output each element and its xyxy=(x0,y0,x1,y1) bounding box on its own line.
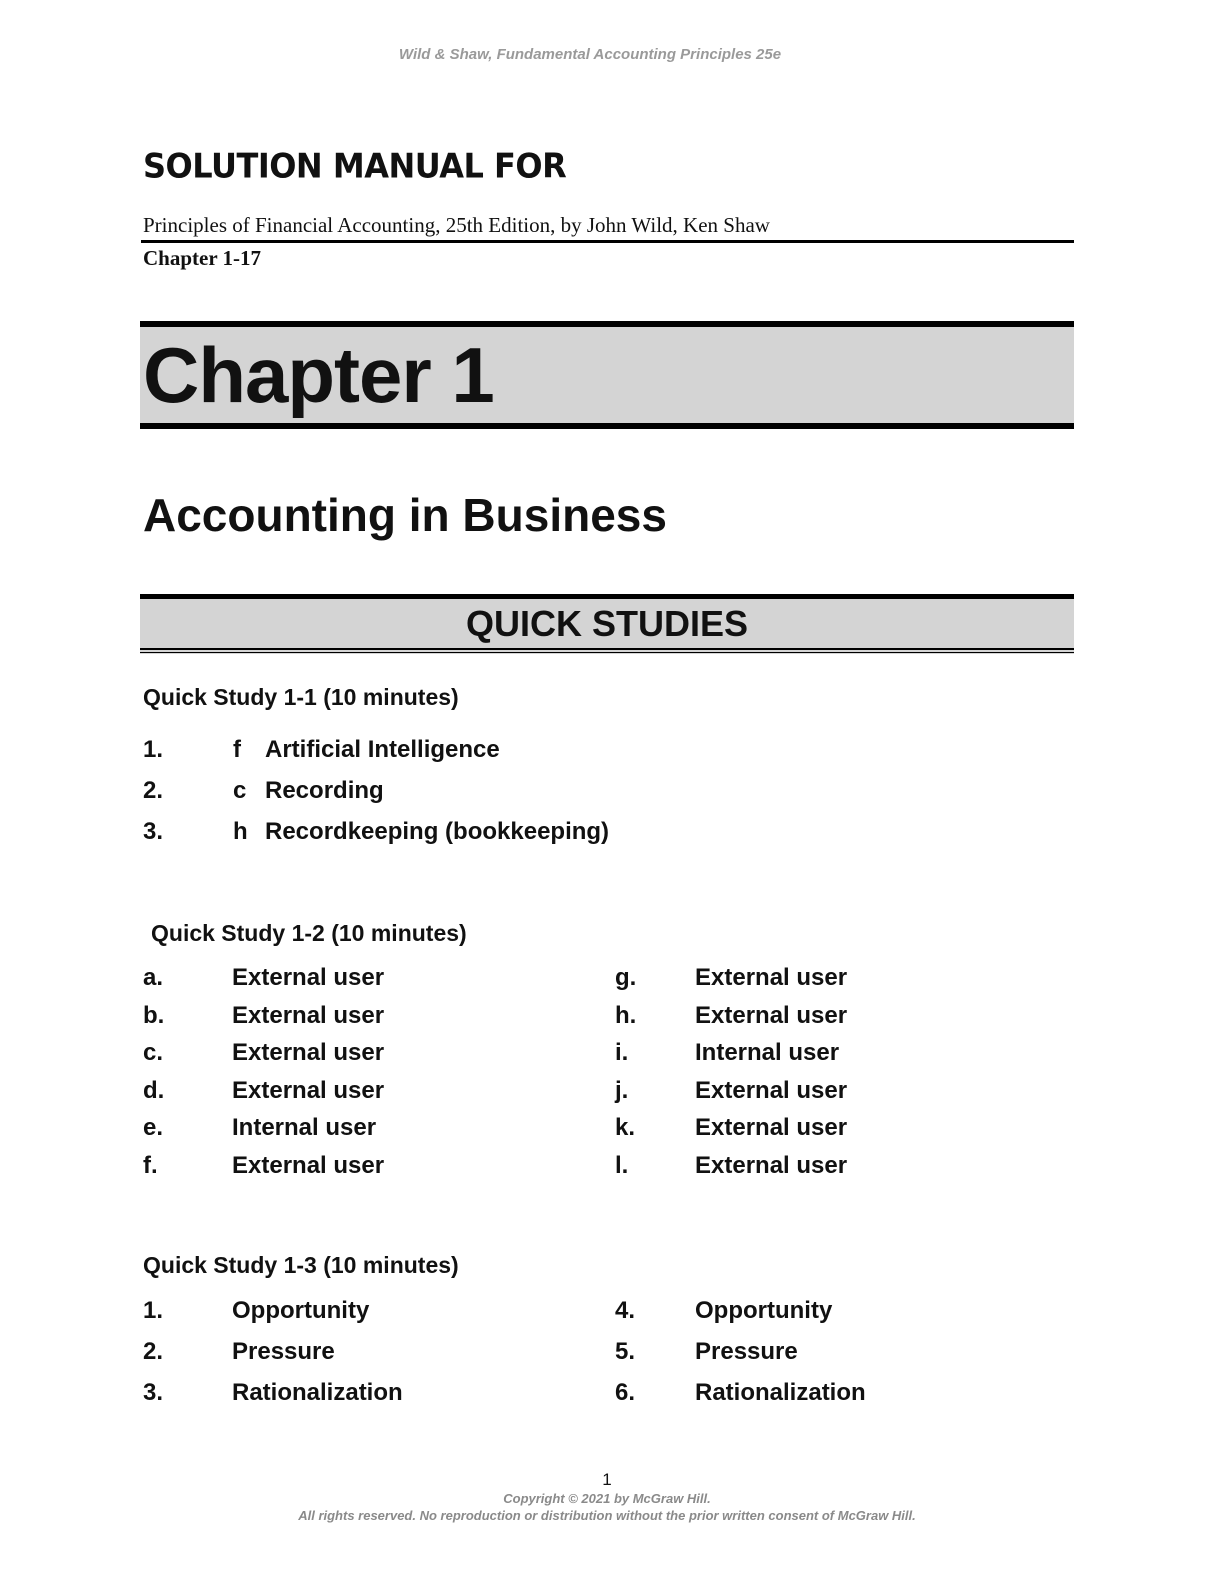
qs2-right-text: Internal user xyxy=(695,1039,840,1066)
qs3-left-text: Pressure xyxy=(232,1338,335,1365)
qs3-right-label: 4. xyxy=(615,1297,636,1324)
qs2-left-label: d. xyxy=(143,1077,165,1104)
qs2-right-label: i. xyxy=(615,1039,629,1066)
qs3-right-text: Opportunity xyxy=(695,1297,833,1324)
book-reference: Principles of Financial Accounting, 25th Edition, by John Wild, Ken Shaw xyxy=(143,213,770,237)
divider-rule xyxy=(141,240,1074,243)
copyright-line: Copyright © 2021 by McGraw Hill. xyxy=(503,1491,711,1506)
rights-reserved-line: All rights reserved. No reproduction or distribution without the prior written consent of McGraw Hill. xyxy=(298,1508,916,1523)
qs2-right-text: External user xyxy=(695,1114,848,1141)
qs1-item-letter: c xyxy=(233,777,247,804)
qs2-left-text: External user xyxy=(232,1002,385,1029)
qs3-right-text: Pressure xyxy=(695,1338,798,1365)
section-title: QUICK STUDIES xyxy=(465,603,749,644)
qs1-heading: Quick Study 1-1 (10 minutes) xyxy=(143,684,459,710)
qs3-heading: Quick Study 1-3 (10 minutes) xyxy=(143,1252,459,1278)
qs3-left-label: 3. xyxy=(143,1379,164,1406)
qs2-heading: Quick Study 1-2 (10 minutes) xyxy=(151,920,467,946)
qs2-left-text: External user xyxy=(232,964,385,991)
qs3-right-label: 5. xyxy=(615,1338,636,1365)
qs2-left-text: Internal user xyxy=(232,1114,377,1141)
section-banner-rule xyxy=(140,648,1074,650)
qs3-right-label: 6. xyxy=(615,1379,636,1406)
qs2-left-label: c. xyxy=(143,1039,164,1066)
qs2-left-label: b. xyxy=(143,1002,165,1029)
qs2-left-label: f. xyxy=(143,1152,158,1179)
qs2-right-label: g. xyxy=(615,964,637,991)
qs3-left-label: 1. xyxy=(143,1297,164,1324)
qs2-left-text: External user xyxy=(232,1152,385,1179)
qs2-right-text: External user xyxy=(695,964,848,991)
qs3-left-text: Opportunity xyxy=(232,1297,370,1324)
qs2-left-text: External user xyxy=(232,1039,385,1066)
qs1-item-num: 2. xyxy=(143,777,164,804)
qs1-item-num: 1. xyxy=(143,736,164,763)
page-number: 1 xyxy=(602,1470,612,1489)
qs2-right-label: k. xyxy=(615,1114,636,1141)
qs1-item-letter: h xyxy=(233,818,248,845)
chapter-title: Chapter 1 xyxy=(143,331,494,419)
solution-manual-title: SOLUTION MANUAL FOR xyxy=(143,146,567,186)
qs2-right-label: j. xyxy=(615,1077,629,1104)
qs3-right-text: Rationalization xyxy=(695,1379,866,1406)
qs2-right-label: l. xyxy=(615,1152,629,1179)
section-banner-rule-thin xyxy=(140,652,1074,653)
qs1-item-text: Recording xyxy=(265,777,384,804)
qs2-right-text: External user xyxy=(695,1002,848,1029)
qs1-item-num: 3. xyxy=(143,818,164,845)
qs2-left-label: e. xyxy=(143,1114,164,1141)
qs1-item-text: Artificial Intelligence xyxy=(265,736,500,763)
chapter-subtitle: Accounting in Business xyxy=(143,489,667,541)
qs1-item-letter: f xyxy=(233,736,241,763)
chapter-range: Chapter 1-17 xyxy=(143,246,262,270)
qs1-item-text: Recordkeeping (bookkeeping) xyxy=(265,818,610,845)
qs2-right-text: External user xyxy=(695,1077,848,1104)
qs3-left-label: 2. xyxy=(143,1338,164,1365)
running-header: Wild & Shaw, Fundamental Accounting Principles 25e xyxy=(398,46,782,63)
qs3-left-text: Rationalization xyxy=(232,1379,403,1406)
qs2-right-label: h. xyxy=(615,1002,637,1029)
qs2-left-text: External user xyxy=(232,1077,385,1104)
qs2-left-label: a. xyxy=(143,964,164,991)
qs2-right-text: External user xyxy=(695,1152,848,1179)
